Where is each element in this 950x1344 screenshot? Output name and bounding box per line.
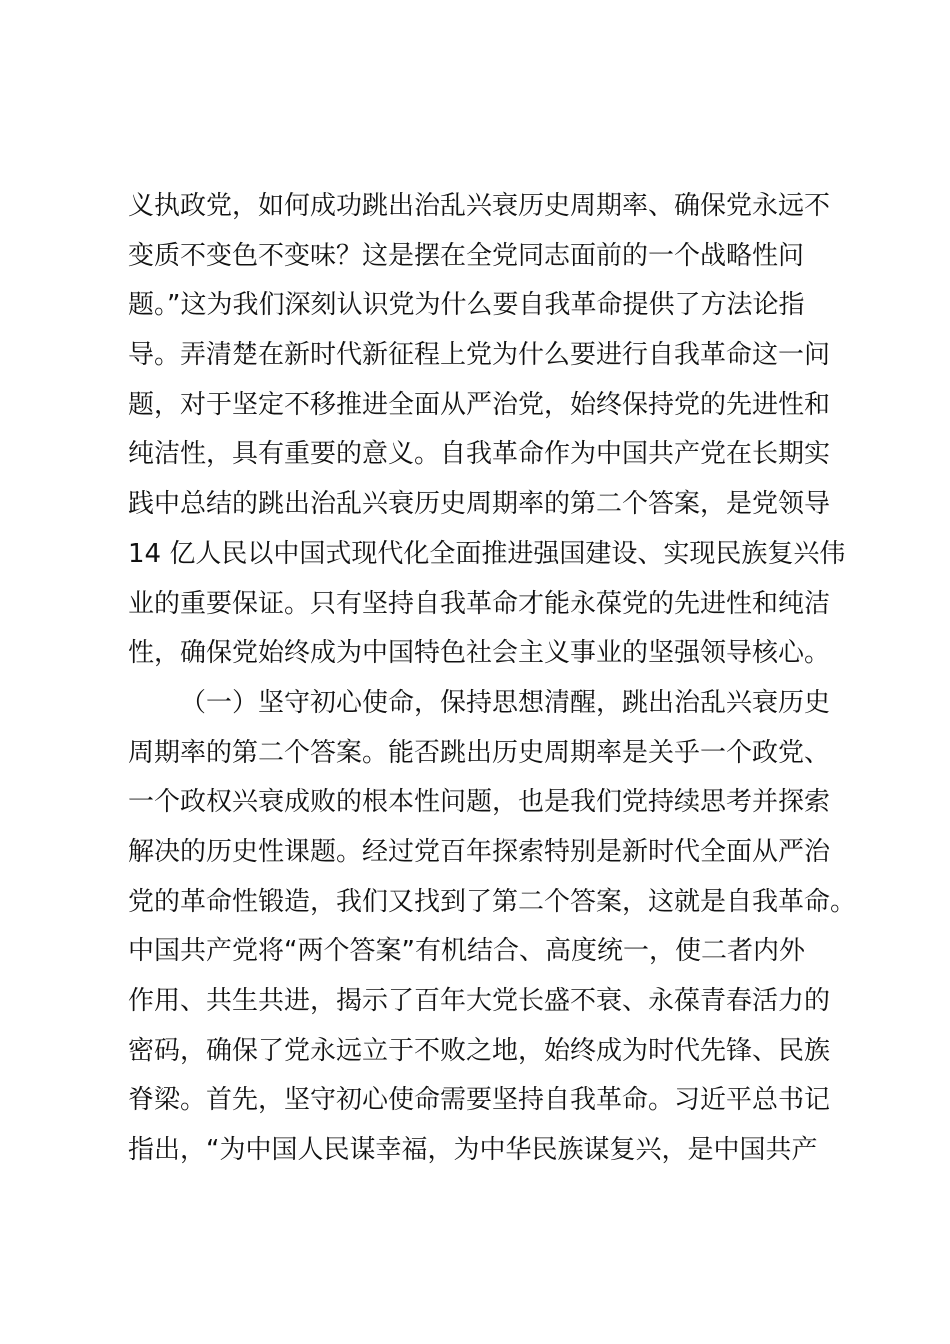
section-heading-line: （一）坚守初心使命，保持思想清醒，跳出治乱兴衰历史 (180, 687, 831, 718)
text-line: 变质不变色不变味？这是摆在全党同志面前的一个战略性问 (128, 240, 805, 271)
text-line: 义执政党，如何成功跳出治乱兴衰历史周期率、确保党永远不 (128, 191, 831, 221)
text-line: 14 亿人民以中国式现代化全面推进强国建设、实现民族复兴伟 (128, 538, 846, 569)
text-line: 密码，确保了党永远立于不败之地，始终成为时代先锋、民族 (128, 1035, 831, 1066)
text-line: 周期率的第二个答案。能否跳出历史周期率是关乎一个政党、 (128, 737, 831, 768)
text-line: 题。”这为我们深刻认识党为什么要自我革命提供了方法论指 (128, 290, 805, 321)
text-line: 中国共产党将“两个答案”有机结合、高度统一，使二者内外 (128, 936, 805, 967)
text-line: 作用、共生共进，揭示了百年大党长盛不衰、永葆青春活力的 (128, 986, 831, 1016)
text-line: 践中总结的跳出治乱兴衰历史周期率的第二个答案，是党领导 (128, 489, 831, 520)
body-text (128, 182, 857, 1176)
text-line: 解决的历史性课题。经过党百年探索特别是新时代全面从严治 (128, 836, 831, 867)
text-line: 导。弄清楚在新时代新征程上党为什么要进行自我革命这一问 (128, 340, 831, 371)
text-line: 指出，“为中国人民谋幸福，为中华民族谋复兴，是中国共产 (128, 1135, 818, 1166)
text-line: 业的重要保证。只有坚持自我革命才能永葆党的先进性和纯洁 (128, 588, 831, 619)
text-line: 纯洁性，具有重要的意义。自我革命作为中国共产党在长期实 (128, 439, 831, 470)
text-line: 一个政权兴衰成败的根本性问题，也是我们党持续思考并探索 (128, 787, 831, 818)
text-line: 脊梁。首先，坚守初心使命需要坚持自我革命。习近平总书记 (128, 1085, 831, 1116)
text-line: 党的革命性锻造，我们又找到了第二个答案，这就是自我革命。 (128, 886, 857, 917)
text-line: 题，对于坚定不移推进全面从严治党，始终保持党的先进性和 (128, 389, 831, 420)
text-line: 性，确保党始终成为中国特色社会主义事业的坚强领导核心。 (128, 638, 831, 669)
